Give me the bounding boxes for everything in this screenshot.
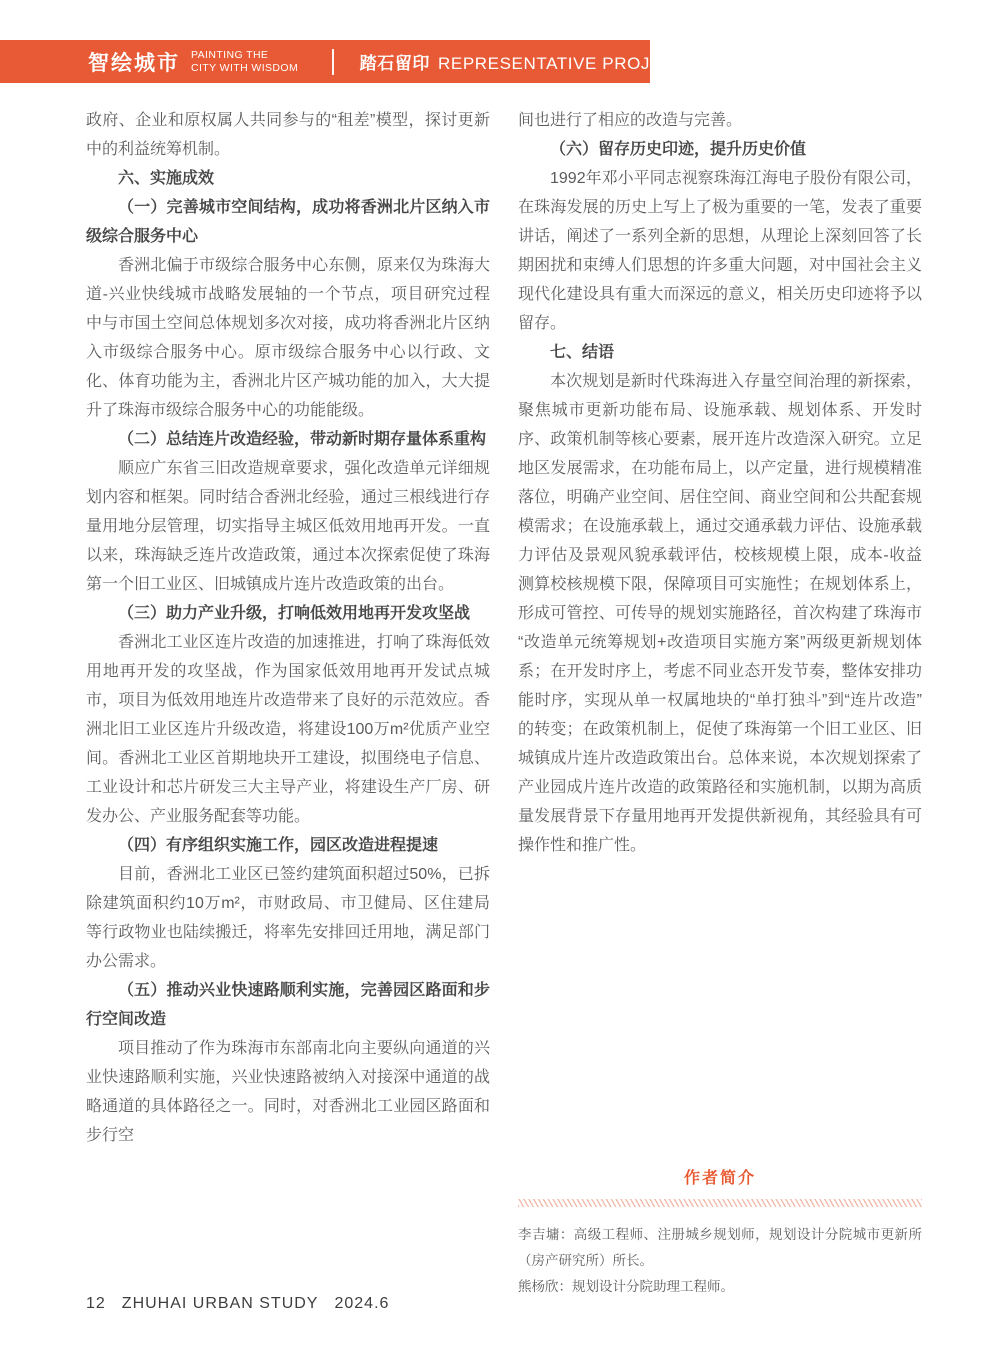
paragraph-section-4: 目前，香洲北工业区已签约建筑面积超过50%，已拆除建筑面积约10万m²，市财政局、市卫健局、区住建局等行政物业也陆续搬迁，将率先安排回迁用地，满足部门办公需求。	[86, 866, 490, 970]
brand-subtitle-line1: PAINTING THE	[191, 49, 269, 61]
subheading-3: （三）助力产业升级，打响低效用地再开发攻坚战	[118, 605, 471, 622]
page-footer	[86, 1295, 389, 1313]
journal-name: ZHUHAI URBAN STUDY	[121, 1295, 319, 1312]
page-number: 12	[86, 1295, 106, 1312]
paragraph-section-6: 1992年邓小平同志视察珠海江海电子股份有限公司，在珠海发展的历史上写上了极为重要的一笔，发表了重要讲话，阐述了一系列全新的思想，从理论上深刻回答了长期困扰和束缚人们思想的许多重大问题，对中国社会主义现代化建设具有重大而深远的意义，相关历史印迹将予以留存。	[518, 170, 922, 332]
subheading-4: （四）有序组织实施工作，园区改造进程提速	[118, 837, 439, 854]
subheading-6: （六）留存历史印迹，提升历史价值	[550, 141, 807, 158]
brand-title-cn: 智绘城市	[88, 51, 180, 75]
heading-implementation-results: 六、实施成效	[118, 170, 215, 187]
author-bio-section	[518, 1165, 922, 1300]
paragraph-intro-continuation: 政府、企业和原权属人共同参与的“租差”模型，探讨更新中的利益统筹机制。	[86, 112, 490, 158]
section-title-en: REPRESENTATIVE PROJECTS	[438, 54, 698, 73]
subheading-1: （一）完善城市空间结构，成功将香洲北片区纳入市级综合服务中心	[86, 199, 490, 245]
section-title-cn: 踏石留印	[359, 54, 431, 73]
author-bio-line-2: 熊杨欣：规划设计分院助理工程师。	[518, 1279, 734, 1294]
page-header-bar	[0, 40, 698, 83]
left-column	[86, 106, 490, 1150]
brand-subtitle-en	[191, 49, 298, 74]
paragraph-section-5-continuation: 间也进行了相应的改造与完善。	[518, 112, 743, 129]
author-bio-line-1: 李吉墉：高级工程师、注册城乡规划师，规划设计分院城市更新所（房产研究所）所长。	[518, 1227, 922, 1268]
paragraph-section-5: 项目推动了作为珠海市东部南北向主要纵向通道的兴业快速路顺利实施，兴业快速路被纳入对接深中通道的战略通道的具体路径之一。同时，对香洲北工业园区路面和步行空	[86, 1040, 490, 1144]
paragraph-conclusion: 本次规划是新时代珠海进入存量空间治理的新探索，聚焦城市更新功能布局、设施承载、规划体系、开发时序、政策机制等核心要素，展开连片改造深入研究。立足地区发展需求，在功能布局上，以产定量，进行规模精准落位，明确产业空间、居住空间、商业空间和公共配套规模需求；在设施承载上，通过交通承载力评估、设施承载力评估及景观风貌承载评估，校核规模上限，成本-收益测算校核规模下限，保障项目可实施性；在规划体系上，形成可管控、可传导的规划实施路径，首次构建了珠海市“改造单元统筹规划+改造项目实施方案”两级更新规划体系；在开发时序上，考虑不同业态开发节奏，整体安排功能时序，实现从单一权属地块的“单打独斗”到“连片改造”的转变；在政策机制上，促使了珠海第一个旧工业区、旧城镇成片连片改造政策出台。总体来说，本次规划探索了产业园成片连片改造的政策路径和实施机制，以期为高质量发展背景下存量用地再开发提供新视角，其经验具有可操作性和推广性。	[518, 373, 922, 854]
right-column	[518, 106, 922, 860]
subheading-5: （五）推动兴业快速路顺利实施，完善园区路面和步行空间改造	[86, 982, 490, 1028]
paragraph-section-2: 顺应广东省三旧改造规章要求，强化改造单元详细规划内容和框架。同时结合香洲北经验，通过三根线进行存量用地分层管理，切实指导主城区低效用地再开发。一直以来，珠海缺乏连片改造政策，通过本次探索促使了珠海第一个旧工业区、旧城镇成片连片改造政策的出台。	[86, 460, 490, 593]
subheading-2: （二）总结连片改造经验，带动新时期存量体系重构	[118, 431, 487, 448]
brand-subtitle-line2: CITY WITH WISDOM	[191, 61, 299, 74]
header-divider	[332, 49, 334, 75]
hatched-divider	[518, 1199, 922, 1207]
issue-number: 2024.6	[334, 1295, 390, 1312]
heading-conclusion: 七、结语	[550, 344, 615, 361]
section-title	[360, 49, 698, 74]
paragraph-section-1: 香洲北偏于市级综合服务中心东侧，原来仅为珠海大道-兴业快线城市战略发展轴的一个节点，项目研究过程中与市国土空间总体规划多次对接，成功将香洲北片区纳入市级综合服务中心。原市级综合服务中心以行政、文化、体育功能为主，香洲北片区产城功能的加入，大大提升了珠海市级综合服务中心的功能能级。	[86, 257, 490, 419]
author-bio-title: 作者简介	[683, 1170, 756, 1187]
paragraph-section-3: 香洲北工业区连片改造的加速推进，打响了珠海低效用地再开发的攻坚战，作为国家低效用地再开发试点城市，项目为低效用地连片改造带来了良好的示范效应。香洲北旧工业区连片升级改造，将建设100万m²优质产业空间。香洲北工业区首期地块开工建设，拟围绕电子信息、工业设计和芯片研发三大主导产业，将建设生产厂房、研发办公、产业服务配套等功能。	[86, 634, 490, 825]
